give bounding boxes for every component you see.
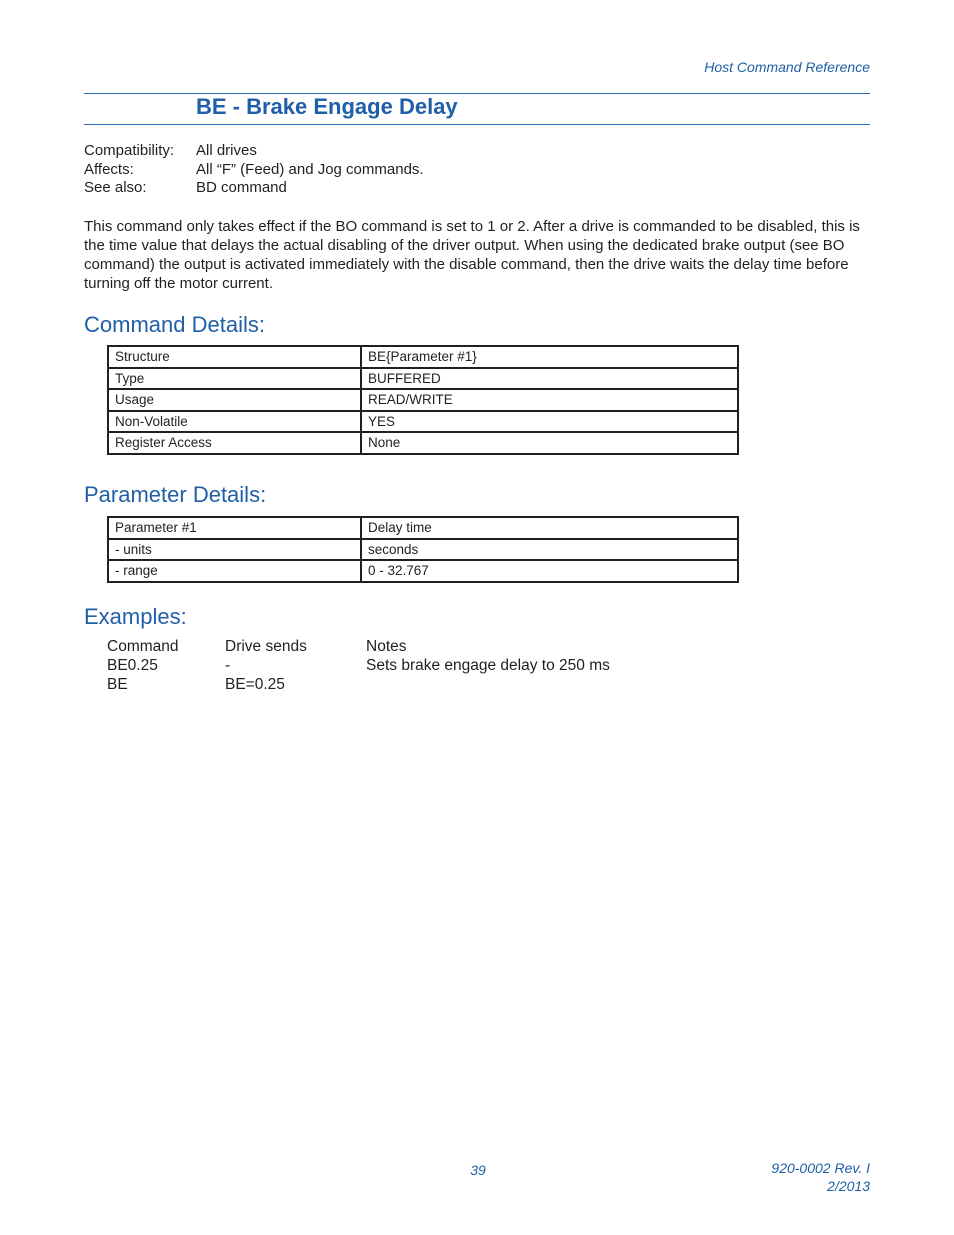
examples-cell: - [225, 657, 231, 674]
page-number: 39 [470, 1162, 486, 1178]
table-cell-value: READ/WRITE [361, 389, 738, 411]
parameter-details-table [107, 516, 739, 583]
examples-header-row [107, 637, 610, 656]
table-cell-value: None [361, 432, 738, 454]
page-title: BE - Brake Engage Delay [196, 94, 458, 119]
examples-cell: BE [107, 676, 128, 693]
examples-cell: Command [107, 638, 179, 655]
examples-cell: Sets brake engage delay to 250 ms [366, 657, 610, 674]
table-row [108, 368, 738, 390]
table-cell-label: Parameter #1 [108, 517, 361, 539]
examples-cell: Drive sends [225, 638, 307, 655]
table-cell-value: BUFFERED [361, 368, 738, 390]
examples-heading: Examples: [84, 604, 187, 629]
table-cell-value: Delay time [361, 517, 738, 539]
table-cell-label: Structure [108, 346, 361, 368]
table-cell-value: seconds [361, 539, 738, 561]
table-row [108, 539, 738, 561]
table-cell-label: - units [108, 539, 361, 561]
parameter-details-heading: Parameter Details: [84, 482, 267, 507]
meta-row [84, 161, 424, 180]
table-row [108, 411, 738, 433]
table-cell-label: - range [108, 560, 361, 582]
doc-number: 920-0002 Rev. I [771, 1160, 870, 1176]
table-cell-label: Usage [108, 389, 361, 411]
meta-value: BD command [196, 179, 287, 196]
running-header: Host Command Reference [704, 59, 870, 75]
command-details-heading: Command Details: [84, 312, 265, 337]
meta-row [84, 179, 424, 198]
intro-paragraph: This command only takes effect if the BO command is set to 1 or 2. After a drive is commanded to be disabled, this is the time value that delays the actual disabling of the driver output. When using the dedicated brake output (see BO command) the output is activated immediately with the disable command, then the drive waits the delay time before turning off the motor current. [84, 218, 860, 292]
meta-value: All drives [196, 142, 257, 159]
examples-cell: BE0.25 [107, 657, 158, 674]
meta-key: Affects: [84, 160, 134, 178]
table-cell-label: Non-Volatile [108, 411, 361, 433]
table-row [108, 517, 738, 539]
meta-row [84, 142, 424, 161]
command-details-table [107, 345, 739, 455]
table-cell-label: Register Access [108, 432, 361, 454]
table-cell-value: BE{Parameter #1} [361, 346, 738, 368]
examples-row [107, 656, 610, 675]
doc-date: 2/2013 [827, 1178, 870, 1194]
meta-key: See also: [84, 179, 147, 196]
table-row [108, 560, 738, 582]
title-rule-bottom [84, 124, 870, 125]
table-row [108, 346, 738, 368]
examples-block [107, 637, 610, 694]
meta-value: All “F” (Feed) and Jog commands. [196, 160, 424, 178]
examples-row [107, 675, 610, 694]
table-cell-label: Type [108, 368, 361, 390]
examples-cell: BE=0.25 [225, 676, 285, 693]
meta-key: Compatibility: [84, 142, 175, 159]
compatibility-block [84, 142, 424, 198]
examples-cell: Notes [366, 638, 407, 655]
table-row [108, 432, 738, 454]
table-row [108, 389, 738, 411]
table-cell-value: 0 - 32.767 [361, 560, 738, 582]
table-cell-value: YES [361, 411, 738, 433]
document-id [700, 1159, 870, 1195]
